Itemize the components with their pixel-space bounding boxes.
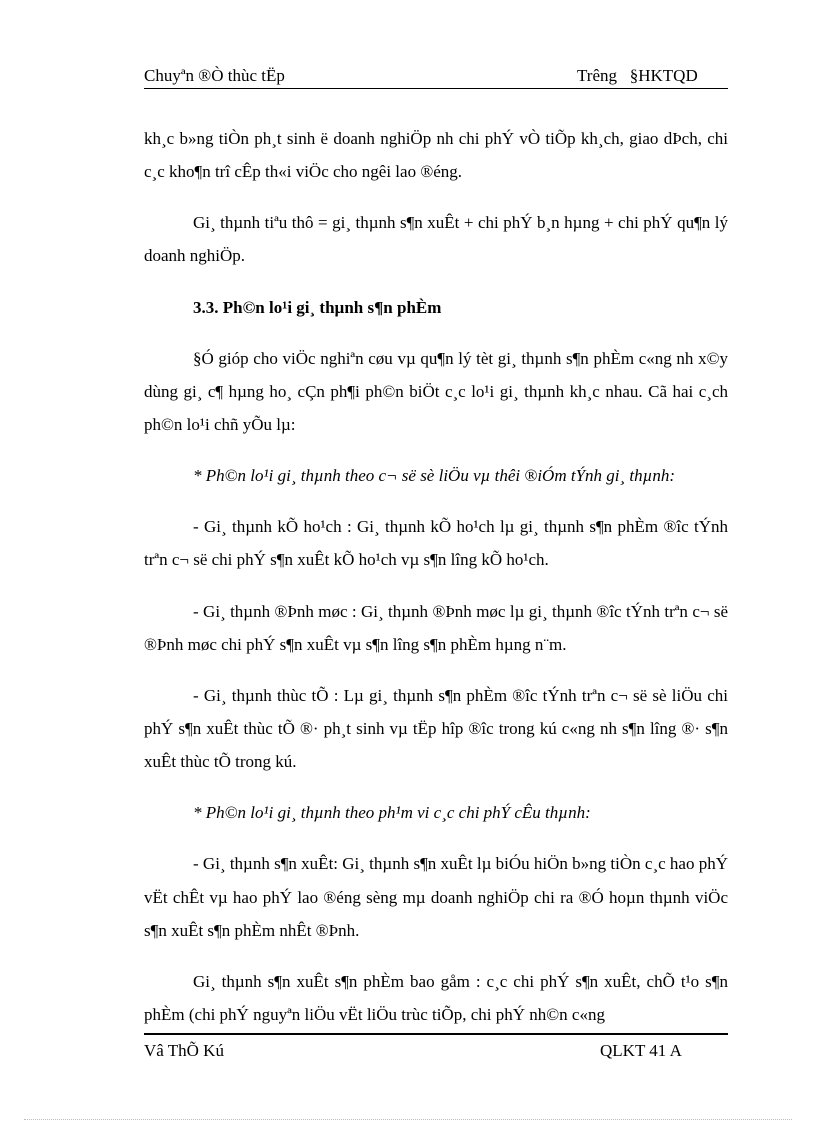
subheading-italic-1: * Ph©n lo¹i gi¸ thµnh theo c¬ së sè liÖu vµ thêi ®iÓm tÝnh gi¸ thµnh: — [193, 466, 676, 486]
paragraph-5: - Gi¸ thµnh ®Þnh møc : Gi¸ thµnh ®Þnh møc lµ gi¸ thµnh ®îc tÝnh trªn c¬ së ®Þnh møc chi phÝ s¶n xuÊt vµ s¶n lîng s¶n phÈm hµng n¨m. — [144, 601, 728, 654]
page-header — [144, 66, 728, 90]
paragraph-4: - Gi¸ thµnh kÕ ho¹ch : Gi¸ thµnh kÕ ho¹ch lµ gi¸ thµnh s¶n phÈm ®îc tÝnh trªn c¬ së chi phÝ s¶n xuÊt kÕ ho¹ch vµ s¶n lîng kÕ ho¹ch. — [144, 517, 728, 570]
section-heading: 3.3. Ph©n lo¹i gi¸ thµnh s¶n phÈm — [193, 297, 442, 317]
footer-divider — [144, 1033, 728, 1035]
page-footer — [144, 1041, 728, 1065]
subheading-italic-2: * Ph©n lo¹i gi¸ thµnh theo ph¹m vi c¸c chi phÝ cÊu thµnh: — [193, 803, 591, 823]
paragraph-3: §Ó gióp cho viÖc nghiªn cøu vµ qu¶n lý tèt gi¸ thµnh s¶n phÈm c«ng nh x©y dùng gi¸ c¶ hµng ho¸ cÇn ph¶i ph©n biÖt c¸c lo¹i gi¸ thµnh kh¸c nhau. Cã hai c¸ch ph©n lo¹i chñ yÕu lµ: — [144, 348, 728, 434]
header-divider — [144, 88, 728, 89]
page-bottom-edge — [24, 1119, 792, 1120]
header-title: Chuyªn ®Ò thùc tËp — [144, 66, 285, 85]
footer-author: Vâ ThÕ Kú — [144, 1041, 224, 1060]
paragraph-2: Gi¸ thµnh tiªu thô = gi¸ thµnh s¶n xuÊt + chi phÝ b¸n hµng + chi phÝ qu¶n lý doanh nghiÖp. — [144, 213, 728, 266]
paragraph-7: - Gi¸ thµnh s¶n xuÊt: Gi¸ thµnh s¶n xuÊt lµ biÓu hiÖn b»ng tiÒn c¸c hao phÝ vËt chÊt vµ hao phÝ lao ®éng sèng mµ doanh nghiÖp chi ra ®Ó hoµn thµnh viÖc s¶n xuÊt s¶n phÈm nhÊt ®Þnh. — [144, 854, 728, 940]
page-body — [144, 122, 728, 1049]
paragraph-8: Gi¸ thµnh s¶n xuÊt s¶n phÈm bao gåm : c¸c chi phÝ s¶n xuÊt, chÕ t¹o s¶n phÈm (chi phÝ nguyªn liÖu vËt liÖu trùc tiÕp, chi phÝ nh©n c«ng — [144, 971, 728, 1024]
footer-class: QLKT 41 A — [600, 1041, 682, 1060]
paragraph-6: - Gi¸ thµnh thùc tÕ : Lµ gi¸ thµnh s¶n phÈm ®îc tÝnh trªn c¬ së sè liÖu chi phÝ s¶n xuÊt thùc tÕ ®· ph¸t sinh vµ tËp hîp ®îc trong kú c«ng nh s¶n lîng ®· s¶n xuÊt thùc tÕ trong kú. — [144, 685, 728, 772]
header-institution: Trêng §HKTQD — [577, 66, 698, 85]
paragraph-1: kh¸c b»ng tiÒn ph¸t sinh ë doanh nghiÖp nh chi phÝ vÒ tiÕp kh¸ch, giao dÞch, chi c¸c kho¶n trî cÊp th«i viÖc cho ngêi lao ®éng. — [144, 129, 728, 182]
